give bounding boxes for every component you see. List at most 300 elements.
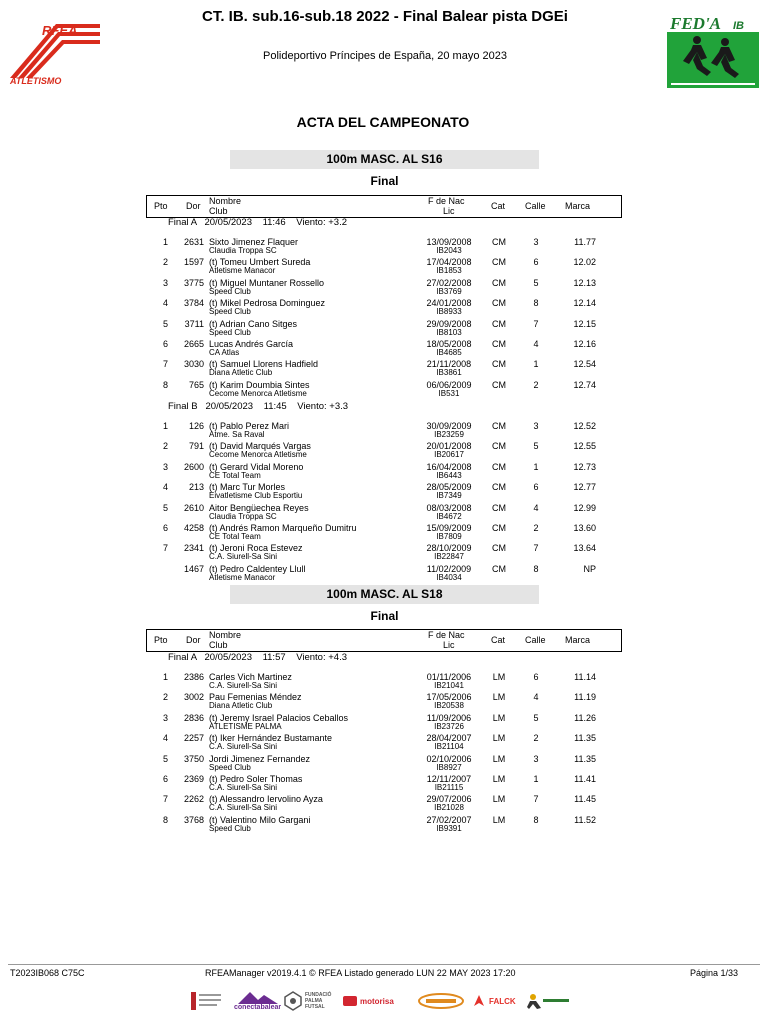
cell-mark: 12.13: [573, 277, 596, 288]
cell-birth-date: 02/10/2006: [426, 753, 472, 764]
cell-lane: 2: [533, 523, 539, 533]
cell-birth-date: 20/01/2008: [426, 441, 472, 452]
cell-lane: 3: [533, 421, 539, 431]
cell-category: CM: [492, 421, 506, 431]
cell-dor: 2631: [183, 237, 204, 247]
col-nombre: Nombre: [209, 630, 242, 640]
heat-wind: Viento: +3.2: [296, 217, 348, 228]
cell-lane: 7: [533, 318, 539, 329]
page-subtitle: Polideportivo Príncipes de España, 20 mayo 2023: [263, 50, 507, 62]
cell-athlete-name: (t) Jeremy Israel Palacios Ceballos: [209, 712, 349, 723]
cell-lane: 6: [533, 482, 539, 493]
motorisa-logo: [343, 990, 394, 1012]
cell-category: CM: [492, 298, 506, 309]
cell-lane: 7: [533, 794, 539, 805]
heat-date: 20/05/2023: [205, 401, 254, 412]
cell-birth-date: 28/10/2009: [426, 543, 472, 554]
table-row: [0, 482, 768, 502]
cell-mark: 12.73: [573, 461, 596, 472]
col-fnac: F de Nac: [428, 630, 465, 640]
cell-athlete-name: (t) Pedro Soler Thomas: [209, 774, 303, 784]
fedib-logo-subtext: IB: [733, 20, 744, 32]
heat-wind: Viento: +3.3: [297, 401, 349, 412]
document-title: ACTA DEL CAMPEONATO: [296, 114, 470, 130]
table-row: [0, 543, 768, 563]
cell-mark: 12.74: [573, 379, 596, 390]
table-row: [0, 754, 768, 774]
round-title: Final: [370, 174, 399, 188]
cell-license: IB21028: [434, 803, 464, 813]
table-row: [0, 441, 768, 461]
table-row: [0, 692, 768, 712]
col-calle: Calle: [525, 201, 546, 211]
table-row: [0, 462, 768, 482]
cell-club: Claudia Troppa SC: [209, 511, 277, 521]
cell-dor: 3775: [183, 277, 204, 288]
cell-pto: 6: [162, 774, 168, 784]
cell-athlete-name: Pau Femenias Méndez: [209, 692, 302, 703]
col-dor: Dor: [186, 635, 201, 645]
cell-license: IB4034: [436, 572, 462, 582]
cell-club: Speed Club: [209, 327, 251, 337]
results-table-header: [146, 629, 622, 652]
heat-info: [168, 401, 348, 412]
cell-lane: 4: [533, 692, 539, 703]
cell-mark: 11.26: [574, 712, 596, 723]
cell-club: Eivatletisme Club Esportiu: [209, 491, 303, 501]
cell-birth-date: 27/02/2008: [426, 277, 472, 288]
cell-category: LM: [492, 712, 506, 723]
cell-athlete-name: (t) Tomeu Umbert Sureda: [209, 257, 311, 268]
heat-info: [168, 217, 347, 228]
event-title-bar: 100m MASC. AL S18: [230, 585, 539, 604]
cell-birth-date: 21/11/2008: [426, 359, 472, 370]
cell-club: C.A. Siurell-Sa Sini: [209, 742, 278, 752]
results-table-header: [146, 195, 622, 218]
table-row: [0, 523, 768, 543]
cell-dor: 213: [188, 482, 204, 493]
cell-lane: 8: [533, 563, 539, 574]
cell-category: CM: [492, 339, 506, 349]
cell-athlete-name: (t) Iker Hernández Bustamante: [209, 733, 333, 744]
cell-athlete-name: Lucas Andrés García: [209, 339, 294, 349]
cell-mark: NP: [583, 563, 596, 574]
cell-birth-date: 27/02/2007: [426, 814, 472, 825]
cell-club: Atletisme Manacor: [209, 572, 276, 582]
cell-club: CE Total Team: [209, 532, 261, 541]
cell-dor: 4258: [183, 523, 204, 533]
cell-license: IB20617: [434, 450, 464, 460]
col-lic: Lic: [443, 206, 455, 216]
cell-birth-date: 15/09/2009: [426, 523, 472, 533]
cell-birth-date: 24/01/2008: [426, 298, 472, 309]
cell-pto: 7: [162, 359, 168, 370]
cell-dor: 3002: [183, 692, 204, 703]
cell-license: IB531: [438, 388, 460, 398]
cell-dor: 2610: [183, 502, 204, 513]
col-calle: Calle: [525, 635, 546, 645]
cell-mark: 13.64: [573, 543, 596, 554]
cell-mark: 12.52: [573, 421, 596, 431]
cell-category: CM: [492, 257, 506, 268]
cell-category: LM: [492, 672, 506, 682]
cell-mark: 11.14: [574, 672, 596, 682]
cell-dor: 3768: [183, 814, 204, 825]
cell-club: Cecome Menorca Atletisme: [209, 388, 307, 398]
heat-time: 11:45: [263, 401, 287, 412]
cell-club: CE Total Team: [209, 470, 261, 480]
col-cat: Cat: [491, 201, 506, 211]
col-nombre: Nombre: [209, 196, 242, 206]
heat-label: Final A: [168, 217, 197, 228]
table-row: [0, 421, 768, 441]
cell-dor: 791: [188, 441, 204, 452]
col-marca: Marca: [565, 635, 591, 645]
footer-code: T2023IB068 C75C: [10, 968, 85, 978]
cell-mark: 12.54: [573, 359, 596, 370]
cell-lane: 8: [533, 814, 539, 825]
conectabalear-text: conectabalear: [234, 1003, 282, 1011]
cell-birth-date: 28/05/2009: [426, 482, 472, 493]
cell-pto: 4: [162, 298, 168, 309]
cell-birth-date: 29/09/2008: [426, 318, 472, 329]
cell-mark: 12.14: [573, 298, 596, 309]
cell-license: IB9391: [436, 823, 462, 833]
cell-mark: 11.77: [574, 237, 596, 247]
cell-mark: 11.35: [574, 733, 596, 744]
fundacio-palma-futsal-text: FUNDACIÓ PALMA FUTSAL: [305, 992, 332, 1010]
fedib-logo: [667, 12, 759, 88]
cell-mark: 11.45: [574, 794, 596, 805]
cell-dor: 2262: [183, 794, 204, 805]
cell-license: IB7809: [436, 532, 462, 541]
cell-category: CM: [492, 461, 506, 472]
cell-mark: 11.41: [574, 774, 596, 784]
cell-club: Atme. Sa Raval: [209, 430, 265, 439]
cell-pto: 6: [162, 523, 168, 533]
cell-category: LM: [492, 774, 506, 784]
table-row: [0, 794, 768, 814]
cell-category: CM: [492, 379, 506, 390]
cell-club: Diana Atletic Club: [209, 368, 273, 378]
col-marca: Marca: [565, 201, 591, 211]
table-row: [0, 713, 768, 733]
footer-generator: RFEAManager v2019.4.1 © RFEA Listado generado LUN 22 MAY 2023 17:20: [205, 968, 516, 978]
cell-lane: 7: [533, 543, 539, 554]
cell-athlete-name: (t) Pedro Caldentey Llull: [209, 563, 306, 574]
motorisa-text: motorisa: [360, 996, 394, 1006]
col-fnac: F de Nac: [428, 196, 465, 206]
cell-pto: 2: [162, 441, 168, 452]
cell-birth-date: 11/02/2009: [426, 563, 472, 574]
cell-birth-date: 12/11/2007: [426, 774, 472, 784]
cell-lane: 3: [533, 237, 539, 247]
table-row: [0, 359, 768, 379]
cell-category: LM: [492, 733, 506, 744]
cell-birth-date: 17/04/2008: [426, 257, 472, 268]
heat-time: 11:57: [262, 652, 286, 663]
table-row: [0, 278, 768, 298]
cell-category: CM: [492, 441, 506, 452]
cell-dor: 2665: [183, 339, 204, 349]
cell-lane: 2: [533, 379, 539, 390]
cell-athlete-name: (t) Andrés Ramon Marqueño Dumitru: [209, 523, 357, 533]
cell-athlete-name: (t) Adrian Cano Sitges: [209, 318, 298, 329]
cell-club: Speed Club: [209, 307, 251, 317]
cell-license: IB4685: [436, 348, 462, 357]
cell-athlete-name: (t) Miguel Muntaner Rossello: [209, 277, 325, 288]
cell-mark: 12.77: [573, 482, 596, 493]
cell-license: IB2043: [436, 246, 462, 255]
cell-athlete-name: Jordi Jimenez Fernandez: [209, 753, 311, 764]
cell-dor: 2600: [183, 461, 204, 472]
cell-license: IB1853: [436, 266, 462, 276]
col-pto: Pto: [154, 635, 168, 645]
cell-license: IB3861: [436, 368, 462, 378]
cell-athlete-name: (t) Gerard Vidal Moreno: [209, 461, 304, 472]
cell-pto: 5: [162, 318, 168, 329]
cell-pto: 8: [162, 379, 168, 390]
cell-license: IB21104: [434, 742, 464, 752]
cell-mark: 12.99: [573, 502, 596, 513]
cell-athlete-name: (t) Alessandro Iervolino Ayza: [209, 794, 323, 805]
cell-pto: 5: [162, 502, 168, 513]
cell-pto: 1: [162, 421, 168, 431]
cell-lane: 2: [533, 733, 539, 744]
cell-lane: 1: [533, 774, 539, 784]
col-club: Club: [209, 640, 228, 650]
col-lic: Lic: [443, 640, 455, 650]
cell-birth-date: 30/09/2009: [426, 421, 472, 431]
cell-lane: 3: [533, 753, 539, 764]
cell-license: IB21115: [434, 783, 464, 792]
cell-athlete-name: (t) Karim Doumbia Sintes: [209, 379, 310, 390]
cell-lane: 8: [533, 298, 539, 309]
cell-license: IB23259: [434, 430, 464, 439]
heat-date: 20/05/2023: [204, 652, 252, 663]
cell-dor: 2257: [183, 733, 204, 744]
cell-lane: 4: [533, 502, 539, 513]
cell-dor: 126: [188, 421, 204, 431]
cell-athlete-name: (t) Samuel Llorens Hadfield: [209, 359, 319, 370]
cell-license: IB20538: [434, 701, 464, 711]
heat-info: [168, 652, 347, 663]
cell-pto: 5: [162, 753, 168, 764]
cell-category: CM: [492, 502, 506, 513]
cell-athlete-name: Carles Vich Martinez: [209, 672, 292, 682]
sponsor-logo-orange: [418, 990, 464, 1012]
cell-club: Speed Club: [209, 286, 251, 296]
cell-pto: 1: [162, 237, 168, 247]
cell-pto: 7: [162, 794, 168, 805]
rfea-logo-subtext: ATLETISMO: [10, 76, 62, 86]
cell-license: IB22847: [434, 552, 464, 562]
cell-athlete-name: (t) Pablo Perez Mari: [209, 421, 290, 431]
cell-pto: 8: [162, 814, 168, 825]
cell-birth-date: 06/06/2009: [426, 379, 472, 390]
fundacio-palma-futsal-logo: [284, 990, 331, 1012]
table-row: [0, 815, 768, 835]
footer-divider: [8, 964, 760, 965]
footer-page: Página 1/33: [690, 968, 739, 978]
sponsor-logo-athletics: [527, 990, 571, 1012]
cell-mark: 12.16: [573, 339, 596, 349]
cell-club: Speed Club: [209, 762, 251, 772]
cell-dor: 1467: [183, 563, 204, 574]
cell-pto: 1: [162, 672, 168, 682]
cell-club: Atletisme Manacor: [209, 266, 276, 276]
cell-category: CM: [492, 543, 506, 554]
cell-lane: 1: [533, 461, 539, 472]
table-row: [0, 564, 768, 584]
table-row: [0, 237, 768, 257]
cell-club: Diana Atletic Club: [209, 701, 273, 711]
cell-category: CM: [492, 563, 506, 574]
cell-athlete-name: (t) Mikel Pedrosa Dominguez: [209, 298, 326, 309]
cell-lane: 6: [533, 257, 539, 268]
cell-mark: 11.19: [574, 692, 596, 703]
cell-club: C.A. Siurell-Sa Sini: [209, 681, 278, 690]
cell-dor: 2341: [183, 543, 204, 554]
conectabalear-logo: [234, 990, 281, 1012]
cell-license: IB3769: [436, 286, 462, 296]
rfea-logo-text: RFEA: [42, 23, 78, 38]
cell-birth-date: 28/04/2007: [426, 733, 472, 744]
cell-pto: 4: [162, 482, 168, 493]
heat-label: Final A: [168, 652, 197, 663]
cell-mark: 11.52: [574, 814, 596, 825]
cell-pto: 3: [162, 461, 168, 472]
cell-club: C.A. Siurell-Sa Sini: [209, 803, 278, 813]
cell-athlete-name: (t) Marc Tur Morles: [209, 482, 286, 493]
cell-athlete-name: (t) Valentino Milo Gargani: [209, 814, 311, 825]
cell-birth-date: 17/05/2006: [426, 692, 472, 703]
fedib-logo-text: FED'A: [670, 14, 722, 33]
heat-label: Final B: [168, 401, 198, 412]
cell-lane: 4: [533, 339, 539, 349]
cell-license: IB4672: [436, 511, 462, 521]
cell-category: CM: [492, 237, 506, 247]
cell-club: CA Atlas: [209, 348, 240, 357]
col-pto: Pto: [154, 201, 168, 211]
cell-mark: 11.35: [574, 753, 596, 764]
cell-athlete-name: Sixto Jimenez Flaquer: [209, 237, 299, 247]
cell-pto: 2: [162, 257, 168, 268]
cell-category: LM: [492, 794, 506, 805]
govern-illes-balears-logo: [190, 990, 224, 1012]
cell-mark: 12.15: [573, 318, 596, 329]
cell-dor: 2836: [183, 712, 204, 723]
cell-category: CM: [492, 523, 506, 533]
cell-category: CM: [492, 277, 506, 288]
col-club: Club: [209, 206, 228, 216]
table-row: [0, 733, 768, 753]
cell-category: CM: [492, 359, 506, 370]
cell-club: Cecome Menorca Atletisme: [209, 450, 307, 460]
cell-license: IB6443: [436, 470, 462, 480]
cell-dor: 3784: [183, 298, 204, 309]
cell-category: LM: [492, 753, 506, 764]
cell-mark: 12.02: [573, 257, 596, 268]
cell-category: LM: [492, 692, 506, 703]
cell-club: C.A. Siurell-Sa Sini: [209, 552, 278, 562]
cell-club: Speed Club: [209, 823, 251, 833]
cell-pto: 7: [162, 543, 168, 554]
table-row: [0, 380, 768, 400]
cell-birth-date: 16/04/2008: [426, 461, 472, 472]
col-dor: Dor: [186, 201, 201, 211]
round-title: Final: [370, 609, 399, 623]
cell-license: IB8103: [436, 327, 462, 337]
cell-license: IB21041: [434, 681, 464, 690]
table-row: [0, 672, 768, 692]
cell-pto: 3: [162, 277, 168, 288]
cell-dor: 2386: [183, 672, 204, 682]
cell-lane: 5: [533, 277, 539, 288]
cell-birth-date: 11/09/2006: [426, 712, 472, 723]
table-row: [0, 298, 768, 318]
table-row: [0, 339, 768, 359]
falck-logo: [472, 990, 516, 1012]
cell-dor: 765: [188, 379, 204, 390]
cell-dor: 1597: [183, 257, 204, 268]
table-row: [0, 257, 768, 277]
col-cat: Cat: [491, 635, 506, 645]
cell-license: IB8933: [436, 307, 462, 317]
cell-lane: 5: [533, 712, 539, 723]
cell-club: ATLETISME PALMA: [209, 721, 282, 731]
rfea-logo: [8, 20, 103, 88]
cell-birth-date: 01/11/2006: [426, 672, 472, 682]
cell-license: IB7349: [436, 491, 462, 501]
cell-pto: 2: [162, 692, 168, 703]
cell-birth-date: 29/07/2006: [426, 794, 472, 805]
cell-lane: 5: [533, 441, 539, 452]
cell-pto: 3: [162, 712, 168, 723]
cell-lane: 1: [533, 359, 539, 370]
cell-club: C.A. Siurell-Sa Sini: [209, 783, 278, 792]
cell-dor: 3030: [183, 359, 204, 370]
cell-dor: 3750: [183, 753, 204, 764]
cell-dor: 2369: [183, 774, 204, 784]
cell-lane: 6: [533, 672, 539, 682]
cell-category: CM: [492, 318, 506, 329]
cell-birth-date: 18/05/2008: [426, 339, 472, 349]
event-title-bar: 100m MASC. AL S16: [230, 150, 539, 169]
page-title: CT. IB. sub.16-sub.18 2022 - Final Balear pista DGEi: [202, 8, 568, 25]
table-row: [0, 774, 768, 794]
table-row: [0, 503, 768, 523]
cell-birth-date: 08/03/2008: [426, 502, 472, 513]
falck-text: FALCK: [489, 996, 516, 1006]
cell-pto: 4: [162, 733, 168, 744]
cell-mark: 13.60: [573, 523, 596, 533]
cell-dor: 3711: [184, 318, 204, 329]
cell-athlete-name: (t) Jeroni Roca Estevez: [209, 543, 303, 554]
cell-category: CM: [492, 482, 506, 493]
heat-wind: Viento: +4.3: [296, 652, 348, 663]
cell-license: IB23726: [434, 721, 464, 731]
cell-license: IB8927: [436, 762, 462, 772]
cell-club: Claudia Troppa SC: [209, 246, 277, 255]
table-row: [0, 319, 768, 339]
cell-birth-date: 13/09/2008: [426, 237, 472, 247]
heat-date: 20/05/2023: [204, 217, 252, 228]
cell-athlete-name: (t) David Marqués Vargas: [209, 441, 311, 452]
cell-athlete-name: Aitor Bengüechea Reyes: [209, 502, 309, 513]
cell-mark: 12.55: [573, 441, 596, 452]
heat-time: 11:46: [262, 217, 286, 228]
